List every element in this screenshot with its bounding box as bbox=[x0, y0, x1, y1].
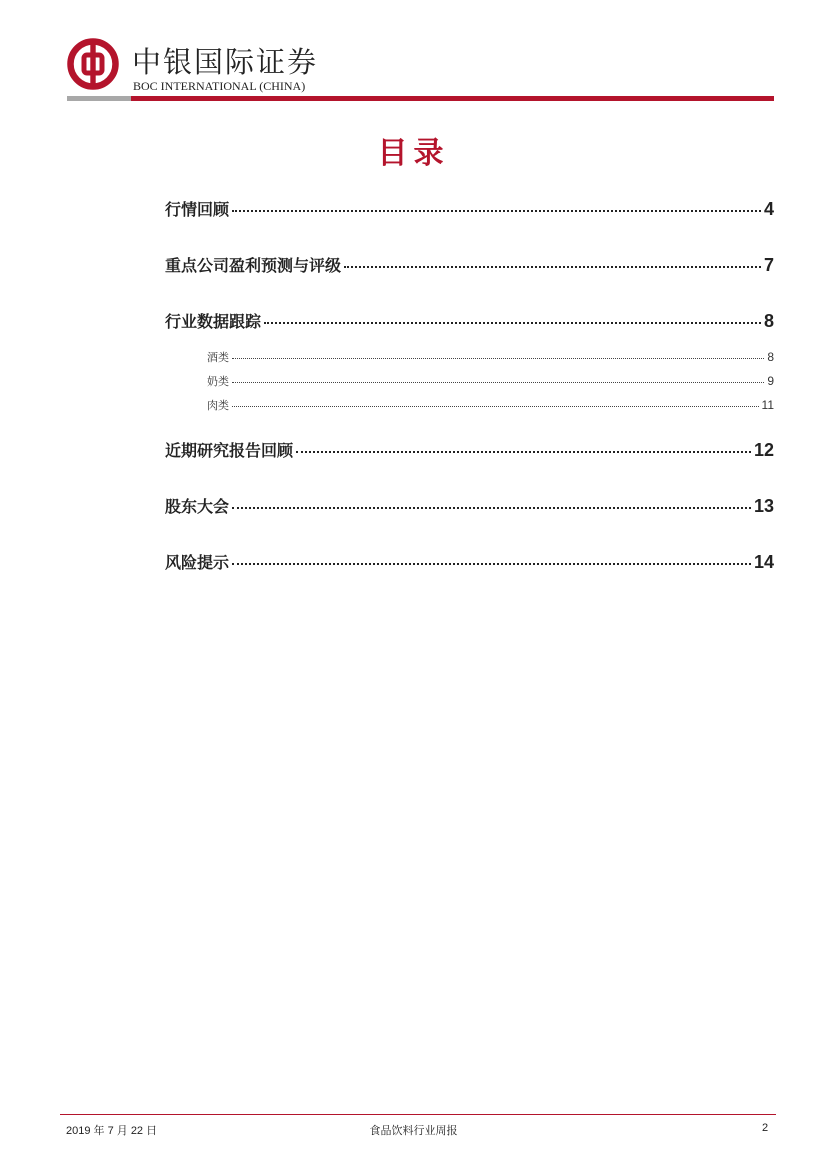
toc-entry-label: 重点公司盈利预测与评级 bbox=[165, 256, 342, 275]
toc-entry-page: 8 bbox=[763, 311, 774, 331]
toc-entry-page: 7 bbox=[763, 255, 774, 275]
toc-entry-page: 9 bbox=[767, 374, 774, 388]
brand-name-chinese: 中银国际证券 bbox=[132, 45, 319, 79]
toc-title: 目录 bbox=[377, 136, 450, 171]
toc-entry-label: 近期研究报告回顾 bbox=[165, 441, 294, 460]
toc-leader-dots bbox=[232, 382, 764, 383]
toc-leader-dots bbox=[344, 266, 761, 268]
header-rule-red bbox=[131, 96, 774, 101]
toc-entry-page: 12 bbox=[753, 440, 774, 460]
toc-entry[interactable] bbox=[165, 494, 774, 517]
toc-entry-page: 8 bbox=[767, 350, 774, 364]
footer-report-name: 食品饮料行业周报 bbox=[369, 1124, 458, 1137]
toc-leader-dots bbox=[264, 322, 761, 324]
toc-entry-label: 行业数据跟踪 bbox=[165, 312, 262, 331]
toc-entry-label: 风险提示 bbox=[165, 553, 230, 572]
footer-date: 2019 年 7 月 22 日 bbox=[66, 1125, 158, 1137]
toc-leader-dots bbox=[232, 210, 761, 212]
toc-entry[interactable] bbox=[165, 550, 774, 573]
header-rule-gray bbox=[67, 96, 131, 101]
toc-leader-dots bbox=[232, 507, 751, 509]
toc-subentry[interactable] bbox=[207, 397, 774, 413]
footer-page-number: 2 bbox=[762, 1122, 769, 1134]
toc-subentry[interactable] bbox=[207, 373, 774, 389]
toc-entry[interactable] bbox=[165, 309, 774, 332]
toc-entry-label: 酒类 bbox=[207, 351, 229, 364]
toc-leader-dots bbox=[232, 563, 751, 565]
toc-subentry[interactable] bbox=[207, 349, 774, 365]
toc-entry-page: 11 bbox=[761, 398, 774, 412]
footer-rule bbox=[60, 1114, 776, 1115]
boc-logo-icon bbox=[67, 38, 119, 90]
brand-name-english: BOC INTERNATIONAL (CHINA) bbox=[133, 79, 306, 93]
toc-entry-label: 行情回顾 bbox=[165, 200, 230, 219]
toc-entry-label: 股东大会 bbox=[165, 497, 230, 516]
toc-leader-dots bbox=[296, 451, 751, 453]
toc-entry[interactable] bbox=[165, 197, 774, 220]
toc-entry[interactable] bbox=[165, 438, 774, 461]
toc-entry-page: 14 bbox=[753, 552, 774, 572]
toc-leader-dots bbox=[232, 358, 764, 359]
toc-entry-label: 奶类 bbox=[207, 375, 229, 388]
toc-entry[interactable] bbox=[165, 253, 774, 276]
toc-leader-dots bbox=[232, 406, 759, 407]
toc-entry-page: 4 bbox=[763, 199, 774, 219]
toc-entry-page: 13 bbox=[753, 496, 774, 516]
toc-entry-label: 肉类 bbox=[207, 399, 229, 412]
